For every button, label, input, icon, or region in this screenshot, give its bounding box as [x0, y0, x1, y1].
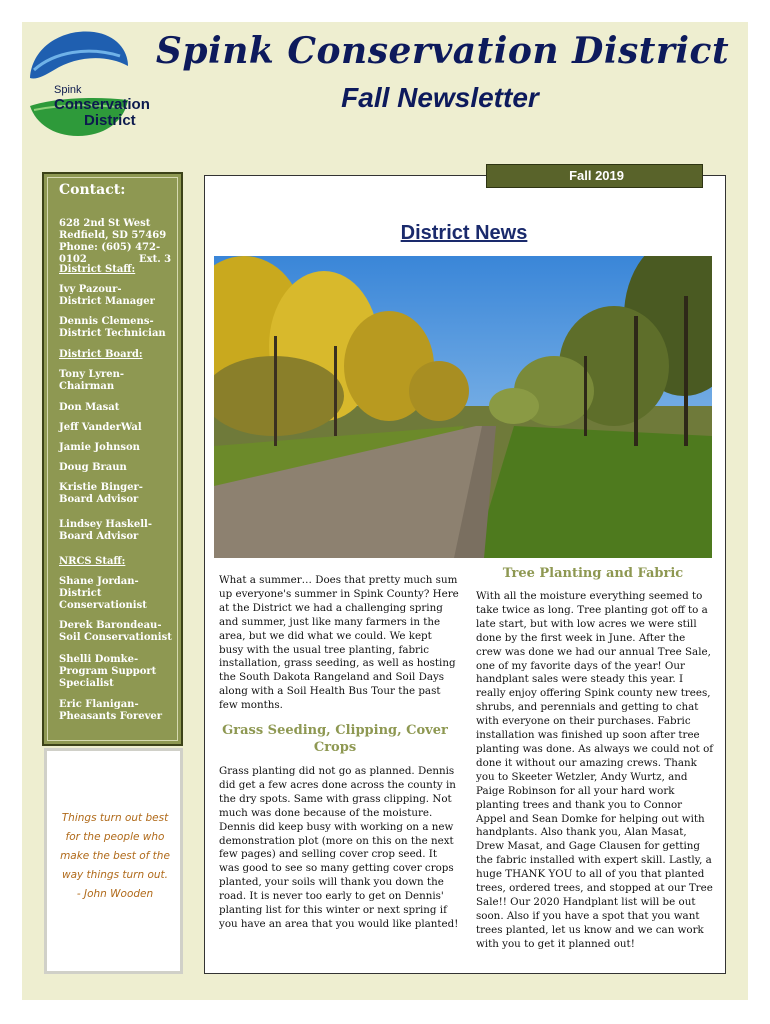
quote-line: Things turn out best	[61, 812, 169, 824]
logo-word-spink: Spink	[54, 84, 82, 96]
board-member: Kristie Binger-	[59, 482, 143, 493]
nrcs-role: Program Support	[59, 666, 157, 677]
board-heading: District Board:	[59, 349, 143, 360]
contact-heading: Contact:	[59, 182, 126, 198]
tree-planting-paragraph: With all the moisture everything seemed to take twice as long. Tree planting got off to a late start, but with low acres we were still done by the first week in June. After the crew was done we had our annual Tree Sale, one of my favorite days of the year! Our handplant sales were steady this year. I really enjoy offering Spink county new trees, shrubs, and perennials and getting to chat with everyone on their purchases. Fabric installation was finished up soon after tree planting was done. As always we could not of done it without our amazing crews. Thank you to Skeeter Wetzler, Andy Wurtz, and Paige Robinson for all your hard work planting trees and thank you to Connor Appel and Sean Domke for helping out with handplants. Also thank you, Alan Masat, Drew Masat, and Gage Clausen for getting the fabric installed with expert skill. Lastly, a huge THANK YOU to all of you that planted trees, ordered trees, and stopped at our Tree Sale!! Our 2020 Handplant list will be out soon. Also if you have a spot that you want trees planted, let us know and we can work with you to get it planned out!	[476, 590, 714, 950]
nrcs-member: Shane Jordan-	[59, 576, 139, 587]
address-line-2: Redfield, SD 57469	[59, 230, 167, 241]
quote-line: way things turn out.	[61, 869, 168, 881]
nrcs-member: Shelli Domke-	[59, 654, 139, 665]
phone-extension: Ext. 3	[139, 254, 172, 265]
quote-text	[53, 809, 177, 904]
tree-planting-heading: Tree Planting and Fabric	[502, 566, 684, 581]
staff-heading: District Staff:	[59, 264, 136, 275]
nrcs-role: District	[59, 588, 102, 599]
quote-line: for the people who	[65, 831, 165, 843]
staff-name: Dennis Clemens-	[59, 316, 154, 327]
quote-box	[44, 748, 183, 974]
contact-sidebar	[42, 172, 183, 746]
nrcs-member: Derek Barondeau-	[59, 620, 162, 631]
issue-tab: Fall 2019	[486, 164, 703, 188]
nrcs-heading: NRCS Staff:	[59, 556, 126, 567]
photo-graphic	[214, 256, 712, 558]
board-member: Doug Braun	[59, 462, 127, 473]
quote-line: make the best of the	[60, 850, 170, 862]
section-title: District News	[400, 222, 528, 244]
grass-seeding-heading: Grass Seeding, Clipping, Cover Crops	[222, 723, 448, 755]
board-member: Lindsey Haskell-	[59, 519, 152, 530]
intro-paragraph: What a summer… Does that pretty much sum up everyone's summer in Spink County? Here at the District we had a challenging spring and summer, just like many farmers in the area, but we did what we could. We kept busy with the usual tree planting, fabric installation, grass seeding, as well as hosting the South Dakota Rangeland and Soil Days along with a Soil Health Bus Tour the past few months.	[219, 574, 459, 712]
nrcs-member: Eric Flanigan-	[59, 699, 139, 710]
logo-word-conservation: Conservation	[54, 96, 150, 113]
board-role: Chairman	[59, 381, 115, 392]
grass-seeding-paragraph: Grass planting did not go as planned. Dennis did get a few acres done across the county in the dry spots. Same with grass clipping. Not much was done because of the moisture. Dennis did keep busy with working on a new demonstration plot (more on this on the next few pages) and selling cover crop seed. It was good to see so many getting cover crops planted, your soils will thank you down the road. It is never too early to get on Dennis' planting list for this winter or next spring if you have an area that you would like planted!	[219, 765, 459, 930]
nrcs-role: Conservationist	[59, 600, 147, 611]
address-line-1: 628 2nd St West	[59, 218, 151, 229]
board-member: Don Masat	[59, 402, 120, 413]
newsletter-subtitle: Fall Newsletter	[341, 82, 539, 113]
staff-role: District Technician	[59, 328, 166, 339]
nrcs-role: Specialist	[59, 678, 114, 689]
nrcs-role: Soil Conservationist	[59, 632, 172, 643]
quote-author: - John Wooden	[76, 888, 154, 900]
board-role: Board Advisor	[59, 494, 139, 505]
board-member: Tony Lyren-	[59, 369, 125, 380]
board-role: Board Advisor	[59, 531, 139, 542]
district-logo	[24, 26, 150, 138]
board-member: Jeff VanderWal	[59, 422, 142, 433]
newsletter-title: Spink Conservation District	[155, 30, 730, 72]
staff-name: Ivy Pazour-	[59, 284, 122, 295]
staff-role: District Manager	[59, 296, 155, 307]
logo-word-district: District	[84, 112, 136, 129]
country-road-photo	[214, 256, 712, 558]
board-member: Jamie Johnson	[59, 442, 140, 453]
nrcs-role: Pheasants Forever	[59, 711, 163, 722]
phone-number: Phone: (605) 472-0102	[59, 242, 161, 265]
